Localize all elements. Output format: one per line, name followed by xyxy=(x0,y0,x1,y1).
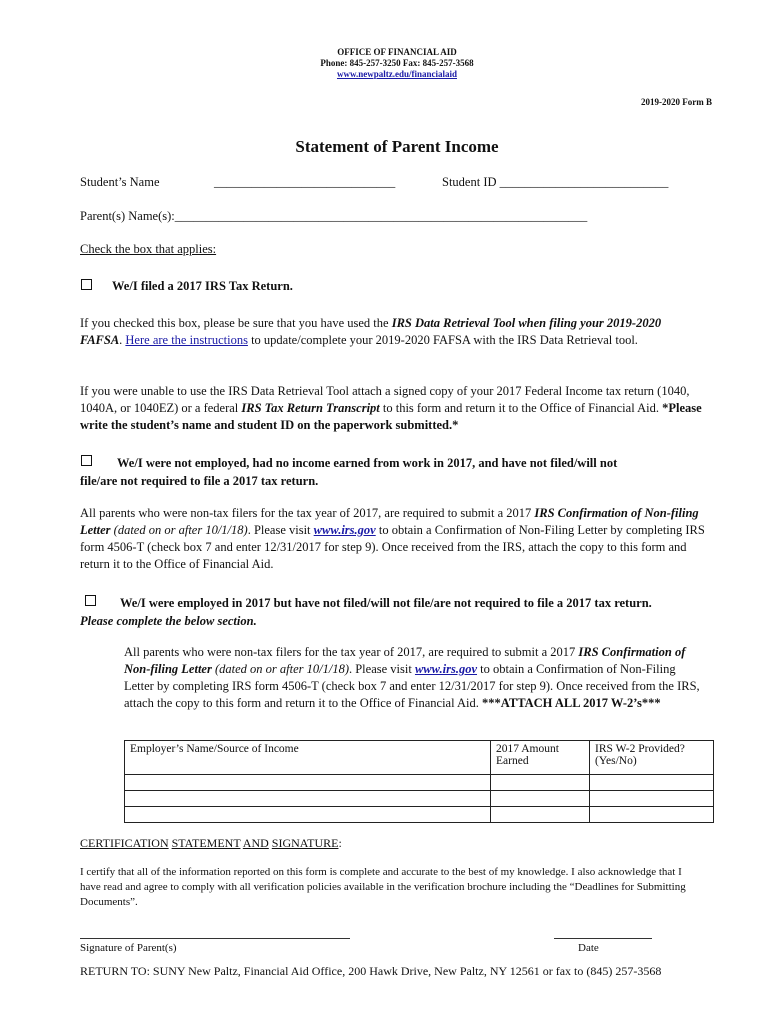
instructions-link[interactable]: Here are the instructions xyxy=(125,333,248,347)
option2-paragraph: All parents who were non-tax filers for the tax year of 2017, are required to submit a 2017 IRS Confirmation of Non-filing Letter (dated on or after 10/1/18). Please visit www.irs.gov to obtain a Confirmation of Non-Filing Letter by completing IRS form 4506-T (check box 7 and enter 12/31/2017 for step 9). Once received from the IRS, attach the copy to this form and return it to the Office of Financial Aid. xyxy=(80,506,705,571)
amount-cell[interactable] xyxy=(491,775,590,791)
w2-cell[interactable] xyxy=(590,807,714,823)
header-amount: 2017 Amount Earned xyxy=(491,741,590,775)
table-row xyxy=(125,775,714,791)
website-link[interactable]: www.newpaltz.edu/financialaid xyxy=(336,69,457,79)
signature-label: Signature of Parent(s) xyxy=(80,942,177,954)
option3-label: We/I were employed in 2017 but have not filed/will not file/are not required to file a 2017 tax return. xyxy=(120,596,652,610)
header-w2: IRS W-2 Provided? (Yes/No) xyxy=(590,741,714,775)
amount-cell[interactable] xyxy=(491,807,590,823)
option2-checkbox[interactable] xyxy=(81,455,92,466)
amount-cell[interactable] xyxy=(491,791,590,807)
income-table xyxy=(124,740,714,823)
page-title: Statement of Parent Income xyxy=(295,137,499,156)
option3-paragraph: All parents who were non-tax filers for the tax year of 2017, are required to submit a 2017 IRS Confirmation of Non-filing Letter (dated on or after 10/1/18). Please visit www.irs.gov to obtain a Confirmation of Non-Filing Letter by completing IRS form 4506-T (check box 7 and enter 12/31/2017 for step 9). Once received from the IRS, attach the copy to this form and return it to the Office of Financial Aid. ***ATTACH ALL 2017 W-2’s*** xyxy=(124,645,700,710)
option1-paragraph2: If you were unable to use the IRS Data Retrieval Tool attach a signed copy of your 2017 Federal Income tax return (1040, 1040A, or 1040EZ) or a federal IRS Tax Return Transcript to this form and return it to the Office of Financial Aid. *Please write the student’s name and student ID on the paperwork submitted.* xyxy=(80,384,702,432)
student-id-field[interactable]: Student ID ___________________________ xyxy=(442,175,669,189)
option1-label: We/I filed a 2017 IRS Tax Return. xyxy=(112,279,293,293)
employer-cell[interactable] xyxy=(125,775,491,791)
irs-link-2[interactable]: www.irs.gov xyxy=(414,662,478,676)
student-name-label: Student’s Name xyxy=(80,175,160,189)
option3-checkbox[interactable] xyxy=(85,595,96,606)
signature-line[interactable] xyxy=(80,938,350,939)
employer-cell[interactable] xyxy=(125,791,491,807)
return-address: RETURN TO: SUNY New Paltz, Financial Aid Office, 200 Hawk Drive, New Paltz, NY 12561 or fax to (845) 257-3568 xyxy=(80,964,662,978)
option1-paragraph1: If you checked this box, please be sure that you have used the IRS Data Retrieval Tool when filing your 2019-2020 FAFSA. Here are the instructions to update/complete your 2019-2020 FAFSA with the IRS Data Retrieval tool. xyxy=(80,316,662,347)
contact-phone-fax: Phone: 845-257-3250 Fax: 845-257-3568 xyxy=(320,58,474,68)
date-line[interactable] xyxy=(554,938,652,939)
form-id: 2019-2020 Form B xyxy=(641,97,712,107)
header-employer: Employer’s Name/Source of Income xyxy=(125,741,491,775)
parent-names-field[interactable]: Parent(s) Name(s):__________________________________________________________________ xyxy=(80,209,588,223)
w2-cell[interactable] xyxy=(590,791,714,807)
website-wrap xyxy=(0,69,770,80)
option2-label-line1: We/I were not employed, had no income earned from work in 2017, and have not filed/will not xyxy=(117,456,618,470)
employer-cell[interactable] xyxy=(125,807,491,823)
office-name: OFFICE OF FINANCIAL AID xyxy=(337,47,457,57)
table-row xyxy=(125,791,714,807)
irs-link-1[interactable]: www.irs.gov xyxy=(313,523,376,537)
certification-heading: CERTIFICATION STATEMENT AND SIGNATURE: xyxy=(80,836,342,850)
option1-checkbox[interactable] xyxy=(81,279,92,290)
option3-sublabel: Please complete the below section. xyxy=(80,614,257,628)
option2-label-line2: file/are not required to file a 2017 tax return. xyxy=(80,474,319,488)
date-label: Date xyxy=(578,942,599,954)
student-name-field[interactable]: _____________________________ xyxy=(214,175,396,189)
table-row xyxy=(125,807,714,823)
w2-cell[interactable] xyxy=(590,775,714,791)
certification-text: I certify that all of the information reported on this form is complete and accurate to the best of my knowledge. I also acknowledge that I have read and agree to comply with all verification policies available in the verification brochure including the “Deadlines for Submitting Documents”. xyxy=(80,866,686,908)
check-instruction: Check the box that applies: xyxy=(80,242,217,256)
table-header-row xyxy=(125,741,714,775)
